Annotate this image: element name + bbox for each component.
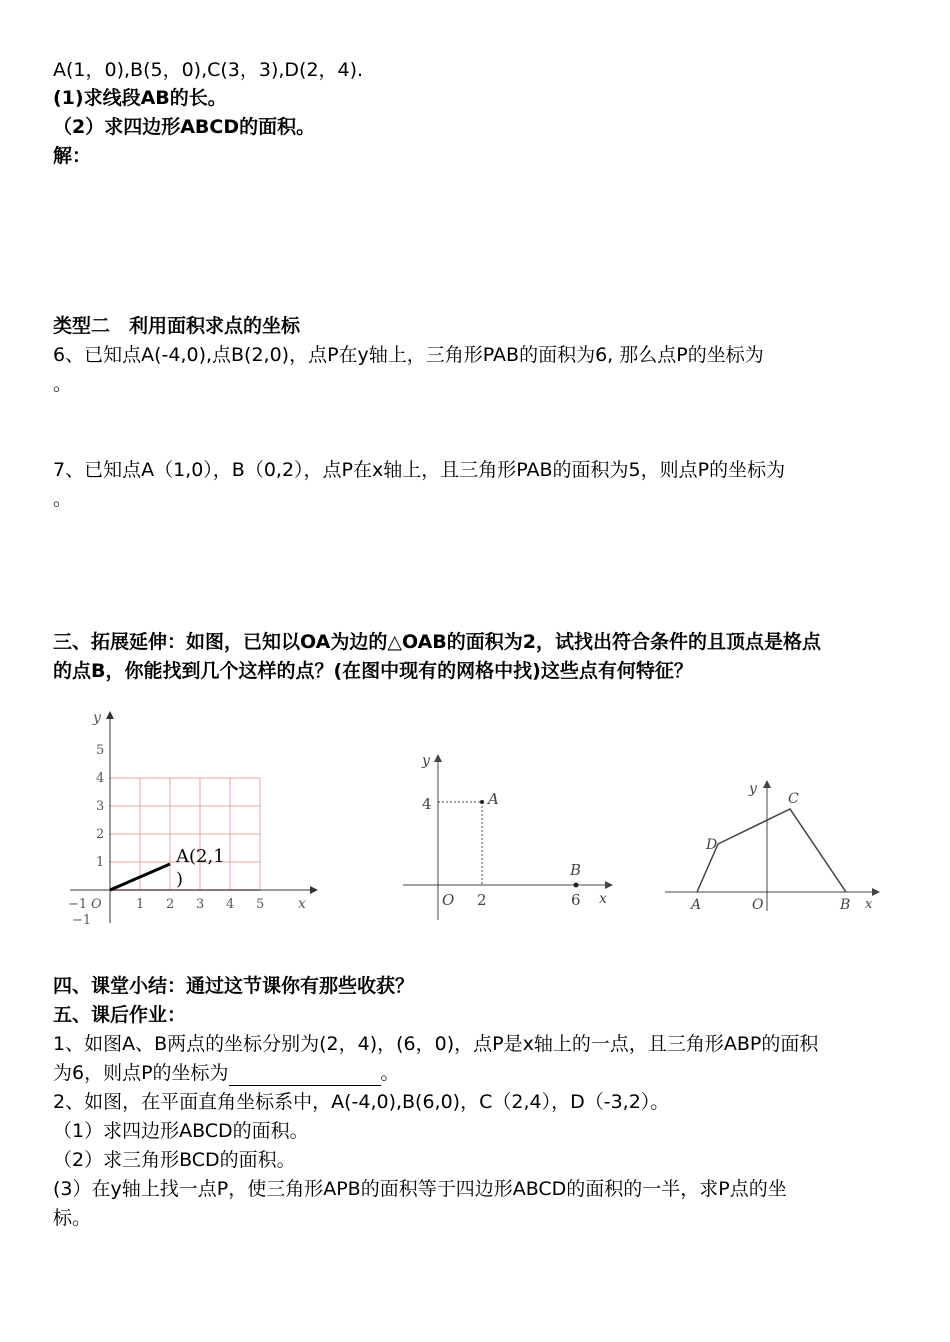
y-tick-label: 1	[96, 855, 105, 870]
figure-points-ab	[400, 745, 620, 930]
x-tick-label: 1	[136, 897, 145, 912]
section-type-two: 类型二 利用面积求点的坐标	[53, 315, 301, 337]
point-a-label: )	[176, 869, 184, 890]
x-tick-label: 3	[196, 897, 205, 912]
homework-2: 2、如图，在平面直角坐标系中，A(-4,0),B(6,0)，C（2,4），D（-3,2）。	[53, 1091, 670, 1113]
x-axis-label: x	[599, 891, 607, 907]
homework-1-line-2	[53, 1060, 400, 1086]
point-d-label: D	[706, 837, 718, 853]
solution-label: 解：	[53, 145, 92, 167]
line-coordinates: A(1，0),B(5，0),C(3，3),D(2，4).	[53, 59, 364, 81]
x-tick-label: −1	[68, 897, 88, 912]
question-1: (1)求线段AB的长。	[53, 87, 227, 109]
quadrilateral-outline	[697, 809, 846, 892]
x-tick-label: 2	[477, 891, 487, 909]
homework-1-line-1: 1、如图A、B两点的坐标分别为(2，4)，(6，0)，点P是x轴上的一点，且三角形ABP的面积	[53, 1033, 819, 1055]
figure-grid-oa	[60, 705, 325, 930]
point-a-label: A	[488, 790, 499, 808]
homework-2-part-1: （1）求四边形ABCD的面积。	[53, 1120, 309, 1142]
x-tick-label: 2	[166, 897, 175, 912]
y-tick-label: 2	[96, 827, 105, 842]
homework-2-part-3-line-1: (3）在y轴上找一点P，使三角形APB的面积等于四边形ABCD的面积的一半，求P点的坐	[53, 1178, 787, 1200]
point-a-label: A	[691, 897, 702, 913]
point-a-label: A(2,1	[176, 846, 225, 867]
x-axis-label: x	[298, 896, 306, 912]
y-tick-label: 4	[96, 771, 105, 786]
figure-quadrilateral-abcd	[660, 775, 885, 915]
point-c-label: C	[788, 791, 799, 807]
x-tick-label: 5	[256, 897, 265, 912]
point-a	[480, 800, 484, 804]
point-b	[574, 883, 579, 888]
homework-2-part-3-line-2: 标。	[53, 1207, 92, 1229]
origin-label: O	[442, 891, 455, 909]
x-axis-label: x	[865, 897, 873, 912]
homework-2-part-2: （2）求三角形BCD的面积。	[53, 1149, 296, 1171]
extension-line-2: 的点B，你能找到几个这样的点？(在图中现有的网格中找)这些点有何特征？	[53, 660, 693, 682]
y-tick-label: −1	[72, 913, 92, 928]
origin-label: O	[91, 897, 102, 912]
problem-7-line-2: 。	[53, 488, 73, 510]
y-axis-label: y	[422, 753, 430, 769]
section-homework: 五、课后作业：	[53, 1004, 187, 1026]
y-axis-label: y	[93, 710, 101, 726]
x-tick-label: 6	[571, 891, 581, 909]
section-summary: 四、课堂小结：通过这节课你有那些收获？	[53, 975, 415, 997]
problem-6-line-2: 。	[53, 373, 73, 395]
y-tick-label: 5	[96, 743, 105, 758]
problem-7-line-1: 7、已知点A（1,0），B（0,2），点P在x轴上，且三角形PAB的面积为5，则点P的坐标为	[53, 459, 786, 481]
point-b-label: B	[570, 861, 582, 879]
homework-1-prefix: 为6，则点P的坐标为	[53, 1062, 229, 1084]
y-tick-label: 3	[96, 799, 105, 814]
answer-blank[interactable]	[229, 1065, 381, 1086]
point-b-label: B	[840, 897, 851, 913]
question-2: （2）求四边形ABCD的面积。	[53, 116, 316, 138]
x-tick-label: 4	[226, 897, 235, 912]
y-tick-label: 4	[422, 795, 432, 813]
y-axis-label: y	[749, 781, 757, 797]
homework-1-suffix: 。	[380, 1062, 400, 1084]
origin-label: O	[752, 897, 764, 913]
problem-6-line-1: 6、已知点A(-4,0),点B(2,0)，点P在y轴上，三角形PAB的面积为6, 那么点P的坐标为	[53, 344, 764, 366]
extension-line-1: 三、拓展延伸：如图，已知以OA为边的△OAB的面积为2，试找出符合条件的且顶点是格点	[53, 631, 822, 653]
